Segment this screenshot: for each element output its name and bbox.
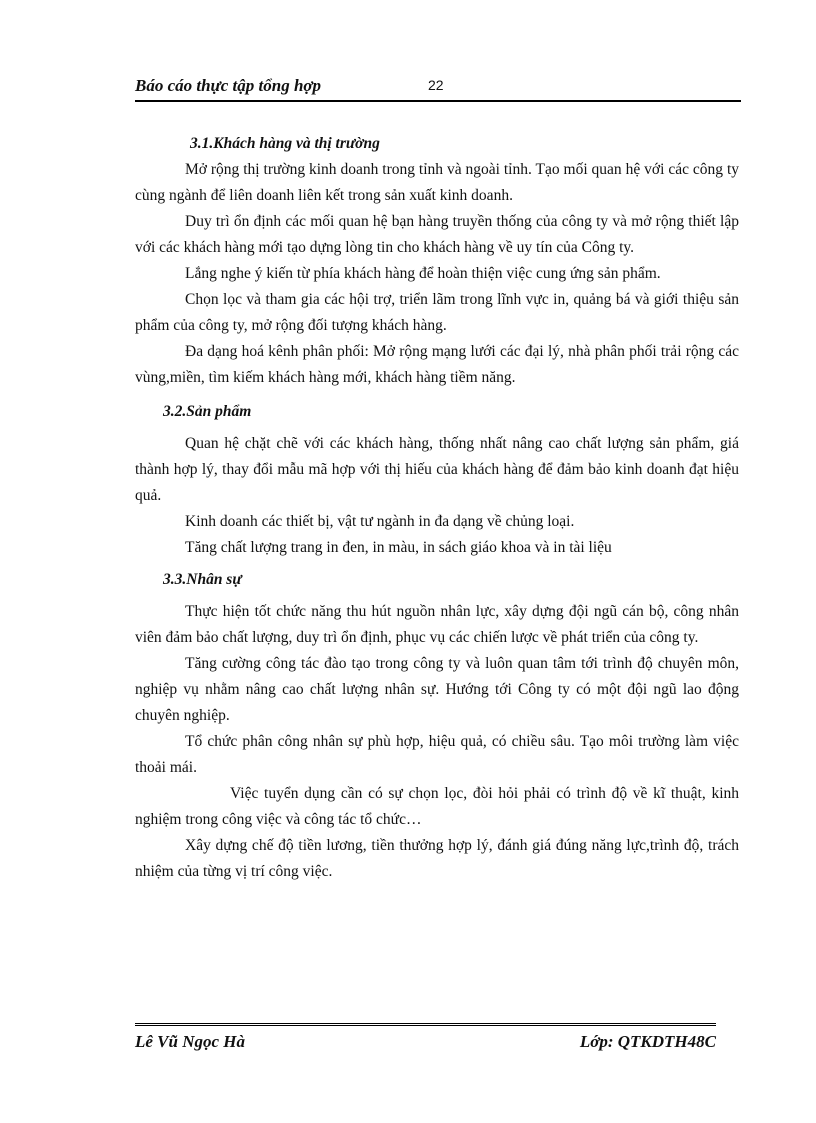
paragraph: Việc tuyển dụng cần có sự chọn lọc, đòi hỏi phải có trình độ về kĩ thuật, kinh nghiệm trong công việc và công tác tổ chức… bbox=[135, 785, 739, 828]
footer-class-label: Lớp: QTKDTH48C bbox=[579, 1032, 716, 1051]
paragraph: Mở rộng thị trường kinh doanh trong tỉnh và ngoài tỉnh. Tạo mối quan hệ với các công ty cùng ngành để liên doanh liên kết trong sản xuất kinh doanh. bbox=[135, 161, 739, 204]
paragraph: Tăng cường công tác đào tạo trong công ty và luôn quan tâm tới trình độ chuyên môn, nghiệp vụ nhằm nâng cao chất lượng nhân sự. Hướng tới Công ty có một đội ngũ lao động chuyên nghiệp. bbox=[135, 655, 739, 724]
header-title: Báo cáo thực tập tổng hợp bbox=[135, 76, 322, 95]
footer-author: Lê Vũ Ngọc Hà bbox=[135, 1032, 246, 1051]
paragraph: Duy trì ổn định các mối quan hệ bạn hàng truyền thống của công ty và mở rộng thiết lập với các khách hàng mới tạo dựng lòng tin cho khách hàng về uy tín của Công ty. bbox=[135, 213, 739, 256]
paragraph: Thực hiện tốt chức năng thu hút nguồn nhân lực, xây dựng đội ngũ cán bộ, công nhân viên đảm bảo chất lượng, duy trì ổn định, phục vụ các chiến lược về phát triển của công ty. bbox=[135, 603, 739, 646]
section-heading-customers: 3.1.Khách hàng và thị trường bbox=[190, 135, 380, 152]
paragraph: Đa dạng hoá kênh phân phối: Mở rộng mạng lưới các đại lý, nhà phân phối trải rộng các vùng,miền, tìm kiếm khách hàng mới, khách hàng tiềm năng. bbox=[135, 343, 739, 386]
paragraph: Tăng chất lượng trang in đen, in màu, in sách giáo khoa và in tài liệu bbox=[185, 539, 612, 556]
page-footer bbox=[135, 1023, 716, 1051]
paragraph: Quan hệ chặt chẽ với các khách hàng, thống nhất nâng cao chất lượng sản phẩm, giá thành hợp lý, thay đổi mẫu mã hợp với thị hiếu của khách hàng để đảm bảo kinh doanh đạt hiệu quả. bbox=[135, 435, 739, 504]
paragraph: Tổ chức phân công nhân sự phù hợp, hiệu quả, có chiều sâu. Tạo môi trường làm việc thoải mái. bbox=[135, 733, 739, 776]
section-heading-personnel: 3.3.Nhân sự bbox=[163, 571, 242, 588]
paragraph: Lắng nghe ý kiến từ phía khách hàng để hoàn thiện việc cung ứng sản phẩm. bbox=[185, 265, 661, 282]
section-heading-products: 3.2.Sản phẩm bbox=[163, 403, 252, 420]
paragraph: Kinh doanh các thiết bị, vật tư ngành in đa dạng về chủng loại. bbox=[185, 513, 575, 530]
page-header bbox=[135, 74, 741, 102]
paragraph: Xây dựng chế độ tiền lương, tiền thưởng hợp lý, đánh giá đúng năng lực,trình độ, trách nhiệm của từng vị trí công việc. bbox=[135, 837, 739, 880]
paragraph: Chọn lọc và tham gia các hội trợ, triển lãm trong lĩnh vực in, quảng bá và giới thiệu sản phẩm của công ty, mở rộng đối tượng khách hàng. bbox=[135, 291, 739, 334]
page-number: 22 bbox=[428, 77, 444, 93]
document-body bbox=[135, 131, 739, 885]
